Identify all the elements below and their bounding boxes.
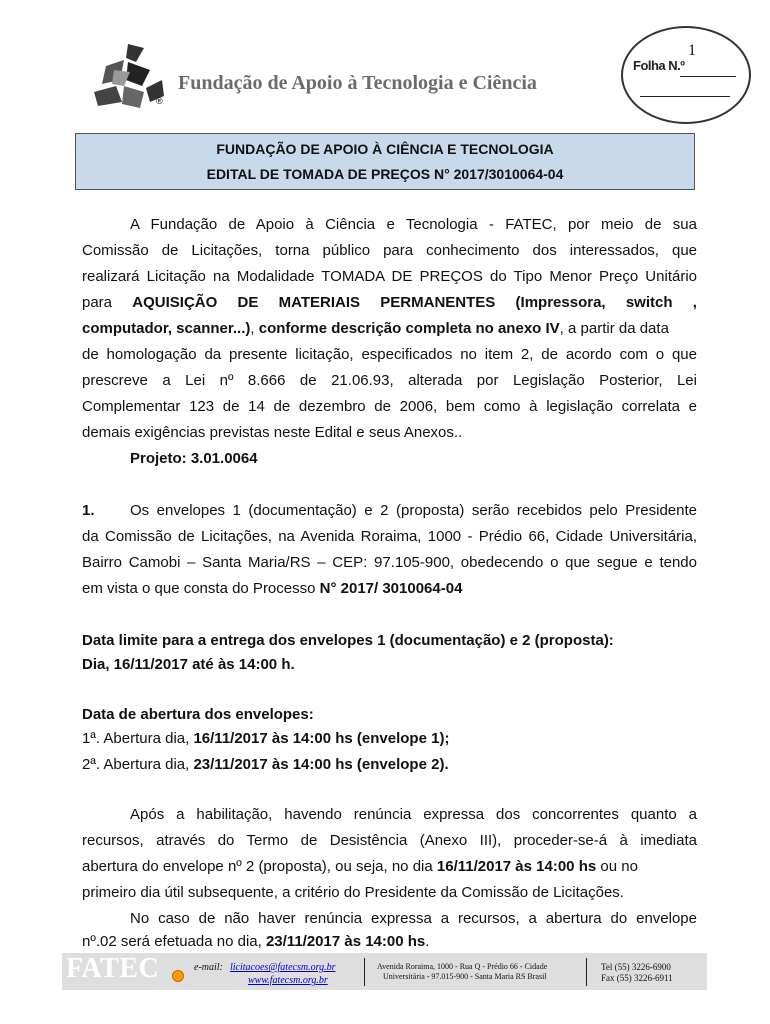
- intro-line-4: [82, 294, 697, 311]
- opening-heading: Data de abertura dos envelopes:: [82, 706, 314, 723]
- text-segment: N° 2017/ 3010064-04: [319, 580, 463, 597]
- text-segment: nº.02 será efetuada no dia,: [82, 933, 266, 950]
- footer-fax: Fax (55) 3226-6911: [601, 973, 673, 983]
- item1-line-4: [82, 580, 697, 597]
- item-number: 1.: [82, 502, 95, 519]
- item1-line-1: Os envelopes 1 (documentação) e 2 (proposta) serão recebidos pelo Presidente: [130, 502, 697, 519]
- para2-line-3: [82, 858, 697, 875]
- footer-divider: [364, 958, 365, 986]
- text-segment: conforme descrição completa no anexo IV: [258, 320, 560, 337]
- footer-divider: [586, 958, 587, 986]
- text-segment: MATERIAIS: [278, 294, 361, 311]
- text-segment: ,: [692, 294, 697, 311]
- text-segment: (Impressora,: [515, 294, 606, 311]
- intro-line-1: A Fundação de Apoio à Ciência e Tecnologia - FATEC, por meio de sua: [130, 216, 697, 233]
- text-segment: 23/11/2017 às 14:00 hs (envelope 2).: [193, 756, 449, 773]
- para3-line-1: No caso de não haver renúncia expressa a recursos, a abertura do envelope: [130, 910, 697, 927]
- text-segment: switch: [625, 294, 673, 311]
- text-segment: .: [425, 933, 430, 950]
- text-segment: 1ª. Abertura dia,: [82, 730, 194, 747]
- para2-line-4: primeiro dia útil subsequente, a critério do Presidente da Comissão de Licitações.: [82, 884, 624, 901]
- text-segment: ou no: [596, 858, 638, 875]
- text-segment: AQUISIÇÃO: [132, 294, 218, 311]
- text-segment: DE: [237, 294, 259, 311]
- text-segment: abertura do envelope nº 2 (proposta), ou seja, no dia: [82, 858, 437, 875]
- deadline-heading: Data limite para a entrega dos envelopes 1 (documentação) e 2 (proposta):: [82, 632, 614, 649]
- footer-brand: FATEC: [66, 953, 160, 984]
- registered-dot-icon: [172, 970, 184, 982]
- text-segment: 16/11/2017 às 14:00 hs (envelope 1);: [193, 730, 450, 747]
- para3-line-2: [82, 934, 697, 949]
- page-number-stamp: [621, 26, 751, 124]
- intro-line-3: realizará Licitação na Modalidade TOMADA DE PREÇOS do Tipo Menor Preço Unitário: [82, 268, 697, 285]
- item1-line-3: Bairro Camobi – Santa Maria/RS – CEP: 97.105-900, obedecendo o que segue e tendo: [82, 554, 697, 571]
- stamp-page-number: 1: [688, 42, 696, 59]
- text-segment: para: [82, 294, 113, 311]
- intro-line-8: Complementar 123 de 14 de dezembro de 2006, bem como à legislação correlata e: [82, 398, 697, 415]
- stamp-label: Folha N.º: [633, 58, 685, 73]
- opening-line-2: [82, 756, 697, 773]
- intro-line-5: [82, 320, 697, 337]
- item1-line-2: da Comissão de Licitações, na Avenida Roraima, 1000 - Prédio 66, Cidade Universitária,: [82, 528, 697, 545]
- organization-title: Fundação de Apoio à Tecnologia e Ciência: [178, 72, 537, 94]
- footer-email-link[interactable]: licitacoes@fatecsm.org.br: [230, 962, 336, 973]
- text-segment: 2ª. Abertura dia,: [82, 756, 194, 773]
- intro-line-6: de homologação da presente licitação, especificados no item 2, de acordo com o que: [82, 346, 697, 363]
- footer-website-link[interactable]: www.fatecsm.org.br: [248, 975, 328, 986]
- deadline-date: Dia, 16/11/2017 até às 14:00 h.: [82, 656, 295, 673]
- registered-mark: ®: [156, 96, 163, 106]
- para2-line-1: Após a habilitação, havendo renúncia expressa dos concorrentes quanto a: [130, 806, 697, 823]
- text-segment: , a partir da data: [559, 320, 669, 337]
- text-segment: ,: [250, 320, 259, 337]
- text-segment: 23/11/2017 às 14:00 hs: [265, 933, 426, 950]
- text-segment: computador, scanner...): [82, 320, 251, 337]
- text-segment: PERMANENTES: [380, 294, 496, 311]
- footer-phone: Tel (55) 3226-6900: [601, 962, 671, 972]
- stamp-line: [640, 96, 730, 97]
- footer-address-line-2: Universitária - 97.015-900 - Santa Maria RS Brasil: [383, 972, 547, 981]
- text-segment: em vista o que consta do Processo: [82, 580, 320, 597]
- stamp-line: [680, 76, 736, 77]
- text-segment: 16/11/2017 às 14:00 hs: [436, 858, 597, 875]
- para2-line-2: recursos, através do Termo de Desistência (Anexo III), proceder-se-á à imediata: [82, 832, 697, 849]
- intro-line-7: prescreve a Lei nº 8.666 de 21.06.93, alterada por Legislação Posterior, Lei: [82, 372, 697, 389]
- title-line-1: FUNDAÇÃO DE APOIO À CIÊNCIA E TECNOLOGIA: [216, 141, 554, 157]
- footer-address-line-1: Avenida Roraima, 1000 - Rua Q - Prédio 66 - Cidade: [377, 962, 548, 971]
- intro-line-2: Comissão de Licitações, torna público para conhecimento dos interessados, que: [82, 242, 697, 259]
- intro-line-9: demais exigências previstas neste Edital e seus Anexos..: [82, 424, 463, 441]
- opening-line-1: [82, 730, 697, 747]
- title-line-2: EDITAL DE TOMADA DE PREÇOS N° 2017/3010064-04: [206, 166, 564, 182]
- document-title-box: [75, 133, 695, 190]
- project-number: Projeto: 3.01.0064: [130, 450, 258, 467]
- footer-email-label: e-mail:: [194, 962, 223, 973]
